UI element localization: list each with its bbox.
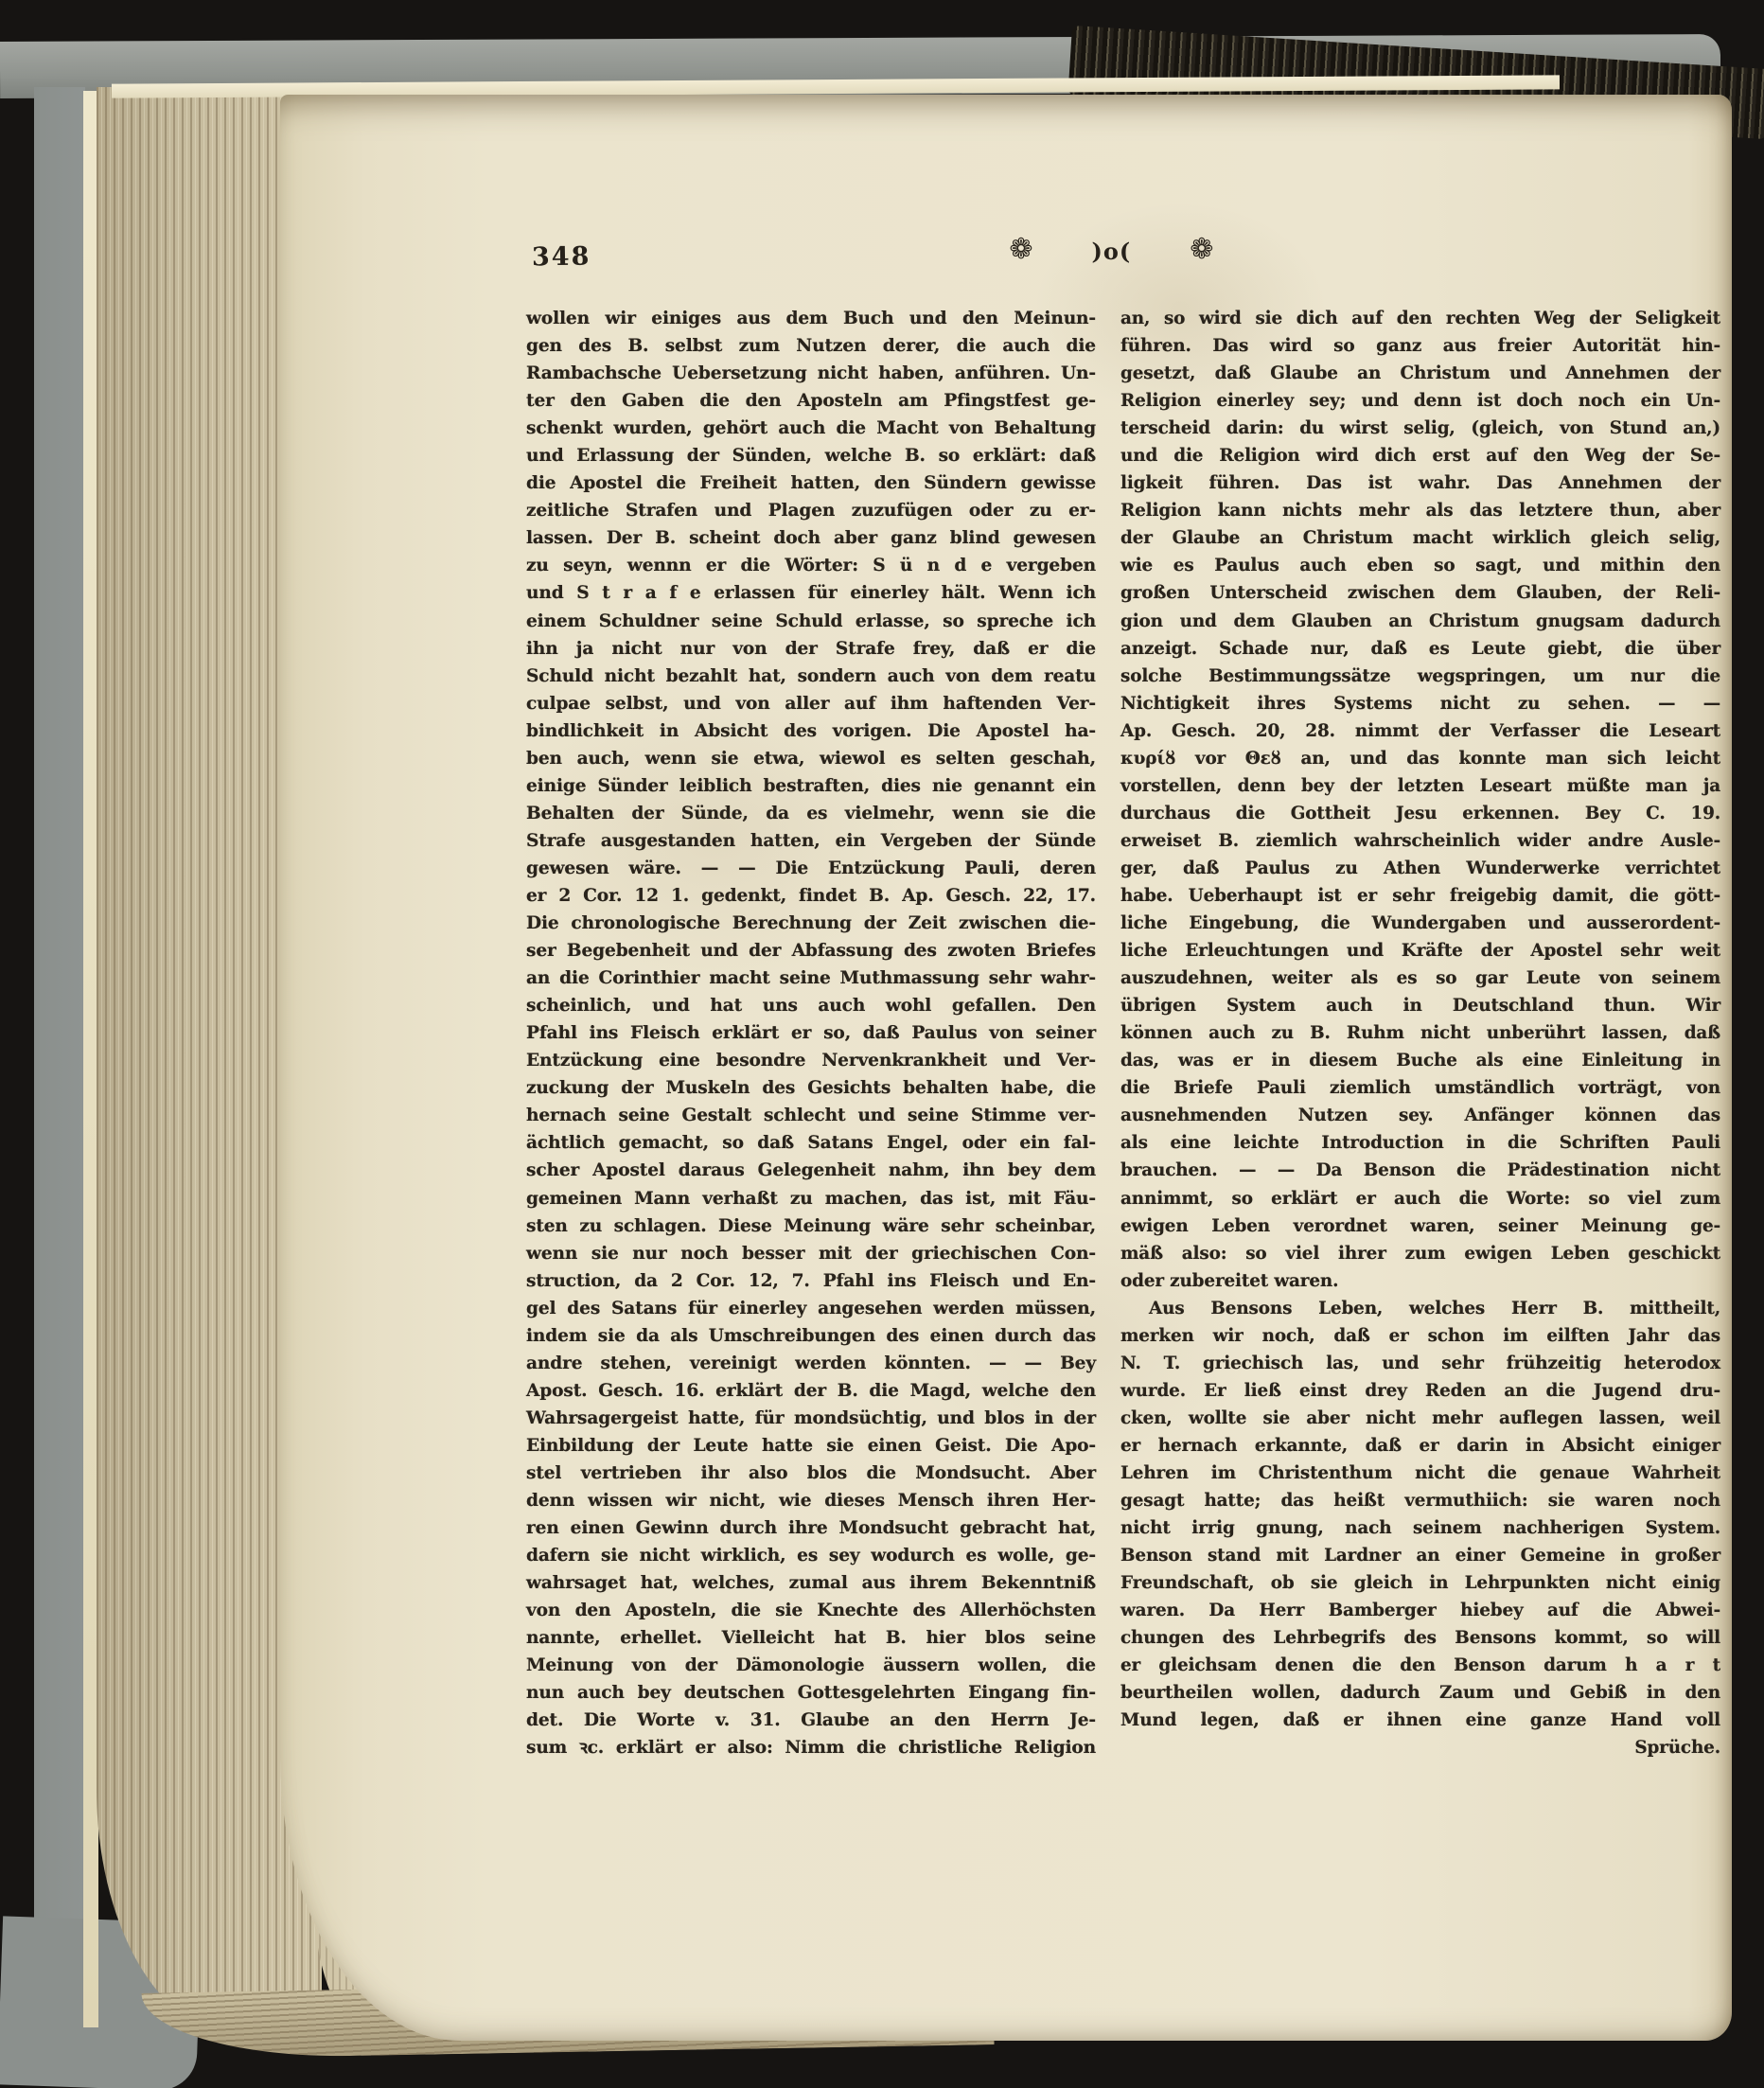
text-line: gesagt hatte; das heißt vermuthiich: sie waren noch bbox=[1120, 1490, 1720, 1512]
text-line: Schuld nicht bezahlt hat, sondern auch von dem reatu bbox=[526, 665, 1096, 686]
text-line: wie es Paulus auch eben so sagt, und mithin den bbox=[1120, 556, 1720, 576]
text-line: waren. Da Herr Bamberger hiebey auf die Abwei- bbox=[1120, 1600, 1720, 1621]
text-line: ligkeit führen. Das ist wahr. Das Annehmen der bbox=[1120, 473, 1720, 494]
text-line: an die Corinthier macht seine Muthmassung sehr wahr- bbox=[526, 967, 1096, 989]
text-line: scheinlich, und hat uns auch wohl gefallen. Den bbox=[526, 995, 1096, 1017]
text-line: andre stehen, vereinigt werden könnten. — — Bey bbox=[526, 1353, 1096, 1373]
shell-ornament-left-icon: ❁ bbox=[1009, 233, 1033, 266]
text-line: nannte, erhellet. Vielleicht hat B. hier blos seine bbox=[526, 1628, 1096, 1649]
text-line: gesetzt, daß Glaube an Christum und Annehmen der bbox=[1120, 363, 1720, 384]
text-line: Die chronologische Berechnung der Zeit zwischen die- bbox=[526, 912, 1096, 934]
text-line: solche Bestimmungssätze wegspringen, um nur die bbox=[1120, 665, 1720, 686]
text-line: gemeinen Mann verhaßt zu machen, das ist, mit Fäu- bbox=[526, 1188, 1096, 1209]
shell-ornament-right-icon: ❁ bbox=[1190, 233, 1214, 266]
text-line: auszudehnen, weiter als es so gar Leute von seinem bbox=[1120, 967, 1720, 989]
text-line: dafern sie nicht wirklich, es sey wodurch es wolle, ge- bbox=[526, 1545, 1096, 1566]
text-line: wahrsaget hat, welches, zumal aus ihrem Bekenntniß bbox=[526, 1572, 1096, 1594]
text-line: wenn sie nur noch besser mit der griechischen Con- bbox=[526, 1243, 1096, 1264]
text-line: er gleichsam denen die den Benson darum h a r t bbox=[1120, 1655, 1720, 1676]
text-line: der Glaube an Christum macht wirklich gleich selig, bbox=[1120, 528, 1720, 549]
header-ornaments bbox=[1009, 233, 1213, 267]
book-cover-left-edge bbox=[34, 87, 85, 2061]
text-line: führen. Das wird so ganz aus freier Autorität hin- bbox=[1120, 335, 1720, 357]
text-line: Ap. Gesch. 20, 28. nimmt der Verfasser die Leseart bbox=[1120, 720, 1720, 741]
text-line: gion und dem Glauben an Christum gnugsam dadurch bbox=[1120, 610, 1720, 631]
text-line: als eine leichte Introduction in die Schriften Pauli bbox=[1120, 1133, 1720, 1154]
text-line: Entzückung eine besondre Nervenkrankheit und Ver- bbox=[526, 1051, 1096, 1071]
text-line: Lehren im Christenthum nicht die genaue Wahrheit bbox=[1120, 1462, 1720, 1484]
text-line: zeitliche Strafen und Plagen zuzufügen oder zu er- bbox=[526, 501, 1096, 522]
text-line: merken wir noch, daß er schon im eilften Jahr das bbox=[1120, 1325, 1720, 1346]
text-line: ter den Gaben die den Aposteln am Pfingstfest ge- bbox=[526, 390, 1096, 412]
text-line: anzeigt. Schade nur, daß es Leute giebt, die über bbox=[1120, 638, 1720, 659]
text-line: schenkt wurden, gehört auch die Macht von Behaltung bbox=[526, 417, 1096, 439]
text-line: Freundschaft, ob sie gleich in Lehrpunkten nicht einig bbox=[1120, 1572, 1720, 1594]
text-line: habe. Ueberhaupt ist er sehr freigebig damit, die gött- bbox=[1120, 885, 1720, 907]
text-line: nicht irrig gnung, nach seinem nachherigen System. bbox=[1120, 1517, 1720, 1539]
text-line: beurtheilen wollen, dadurch Zaum und Gebiß in den bbox=[1120, 1683, 1720, 1704]
text-line: die Briefe Pauli ziemlich umständlich vorträgt, von bbox=[1120, 1078, 1720, 1099]
text-line: chungen des Lehrbegrifs des Bensons kommt, so will bbox=[1120, 1628, 1720, 1649]
text-line: ächtlich gemacht, so daß Satans Engel, oder ein fal- bbox=[526, 1133, 1096, 1154]
text-line: denn wissen wir nicht, wie dieses Mensch ihren Her- bbox=[526, 1490, 1096, 1512]
text-line: κυρίȣ vor Θεȣ an, und das konnte man sich leicht bbox=[1120, 748, 1720, 769]
text-line: bindlichkeit in Absicht des vorigen. Die Apostel ha- bbox=[526, 720, 1096, 741]
page-number: 348 bbox=[531, 241, 591, 273]
text-line: indem sie da als Umschreibungen des einen durch das bbox=[526, 1325, 1096, 1346]
header-divider: )o( bbox=[1091, 237, 1132, 265]
text-line: ben auch, wenn sie etwa, wiewol es selten geschah, bbox=[526, 748, 1096, 769]
text-line: Benson stand mit Lardner an einer Gemeine in großer bbox=[1120, 1545, 1720, 1566]
text-line: können auch zu B. Ruhm nicht unberührt lassen, daß bbox=[1120, 1023, 1720, 1044]
text-line: liche Eingebung, die Wundergaben und ausserordent- bbox=[1120, 912, 1720, 934]
text-line: struction, da 2 Cor. 12, 7. Pfahl ins Fleisch und En- bbox=[526, 1270, 1096, 1291]
text-line: oder zubereitet waren. bbox=[1120, 1270, 1339, 1291]
text-line: hernach seine Gestalt schlecht und seine Stimme ver- bbox=[526, 1106, 1096, 1126]
text-line: er hernach erkannte, daß er darin in Absicht einiger bbox=[1120, 1435, 1720, 1457]
text-line: wollen wir einiges aus dem Buch und den Meinun- bbox=[526, 308, 1096, 329]
text-line: wurde. Er ließ einst drey Reden an die Jugend dru- bbox=[1120, 1380, 1720, 1402]
text-line: Behalten der Sünde, da es vielmehr, wenn sie die bbox=[526, 803, 1096, 824]
text-line: scher Apostel daraus Gelegenheit nahm, ihn bey dem bbox=[526, 1160, 1096, 1181]
text-columns bbox=[526, 305, 1720, 1761]
text-line: an, so wird sie dich auf den rechten Weg der Seligkeit bbox=[1120, 308, 1720, 329]
text-line: durchaus die Gottheit Jesu erkennen. Bey C. 19. bbox=[1120, 803, 1720, 824]
text-line: cken, wollte sie aber nicht mehr auflegen lassen, weil bbox=[1120, 1407, 1720, 1429]
text-line: gel des Satans für einerley angesehen werden müssen, bbox=[526, 1298, 1096, 1318]
text-line: die Apostel die Freiheit hatten, den Sündern gewisse bbox=[526, 473, 1096, 494]
text-line: Nichtigkeit ihres Systems nicht zu sehen. — — bbox=[1120, 693, 1720, 714]
text-line: Religion einerley sey; und denn ist doch noch ein Un- bbox=[1120, 390, 1720, 412]
text-line: terscheid darin: du wirst selig, (gleich, von Stund an,) bbox=[1120, 417, 1720, 439]
text-line: gewesen wäre. — — Die Entzückung Pauli, deren bbox=[526, 858, 1096, 879]
text-line: Wahrsagergeist hatte, für mondsüchtig, und blos in der bbox=[526, 1407, 1096, 1429]
text-line: culpae selbst, und von aller auf ihm haftenden Ver- bbox=[526, 693, 1096, 714]
text-line: großen Unterscheid zwischen dem Glauben, der Reli- bbox=[1120, 583, 1720, 604]
text-line: stel vertrieben ihr also blos die Mondsucht. Aber bbox=[526, 1462, 1096, 1484]
text-line: das, was er in diesem Buche als eine Einleitung in bbox=[1120, 1051, 1720, 1071]
text-line: annimmt, so erklärt er auch die Worte: so viel zum bbox=[1120, 1188, 1720, 1209]
printed-content bbox=[526, 233, 1720, 1761]
text-line: erweiset B. ziemlich wahrscheinlich wider andre Ausle- bbox=[1120, 830, 1720, 852]
text-line: gen des B. selbst zum Nutzen derer, die auch die bbox=[526, 335, 1096, 357]
text-line: Rambachsche Uebersetzung nicht haben, anführen. Un- bbox=[526, 363, 1096, 384]
text-line: lassen. Der B. scheint doch aber ganz blind gewesen bbox=[526, 528, 1096, 549]
text-line: Pfahl ins Fleisch erklärt er so, daß Paulus von seiner bbox=[526, 1023, 1096, 1044]
text-line: Aus Bensons Leben, welches Herr B. mittheilt, bbox=[1149, 1298, 1720, 1318]
text-line: Einbildung der Leute hatte sie einen Geist. Die Apo- bbox=[526, 1435, 1096, 1457]
text-line: brauchen. — — Da Benson die Prädestination nicht bbox=[1120, 1160, 1720, 1181]
text-line: Meinung von der Dämonologie äussern wollen, die bbox=[526, 1655, 1096, 1676]
text-line: nun auch bey deutschen Gottesgelehrten Eingang fin- bbox=[526, 1683, 1096, 1704]
text-line: ewigen Leben verordnet waren, seiner Meinung ge- bbox=[1120, 1215, 1720, 1236]
text-line: einem Schuldner seine Schuld erlasse, so spreche ich bbox=[526, 610, 1096, 631]
text-line: von den Aposteln, die sie Knechte des Allerhöchsten bbox=[526, 1600, 1096, 1621]
text-line: liche Erleuchtungen und Kräfte der Apostel sehr weit bbox=[1120, 940, 1720, 962]
text-line: ihn ja nicht nur von der Strafe frey, daß er die bbox=[526, 638, 1096, 659]
text-line: ser Begebenheit und der Abfassung des zwoten Briefes bbox=[526, 940, 1096, 962]
text-line: vorstellen, denn bey der letzten Leseart müßte man ja bbox=[1120, 775, 1720, 797]
text-column-right bbox=[1120, 305, 1720, 1761]
text-line: ausnehmenden Nutzen sey. Anfänger können das bbox=[1120, 1106, 1720, 1126]
text-line: N. T. griechisch las, und sehr frühzeitig heterodox bbox=[1120, 1353, 1720, 1373]
text-line: und die Religion wird dich erst auf den Weg der Se- bbox=[1120, 446, 1720, 467]
text-line: Sprüche. bbox=[1634, 1738, 1720, 1759]
text-column-left bbox=[526, 305, 1096, 1761]
text-line: Mund legen, daß er ihnen eine ganze Hand voll bbox=[1120, 1710, 1720, 1731]
text-line: zu seyn, wennn er die Wörter: S ü n d e vergeben bbox=[526, 556, 1096, 576]
text-line: übrigen System auch in Deutschland thun. Wir bbox=[1120, 995, 1720, 1017]
text-line: zuckung der Muskeln des Gesichts behalten habe, die bbox=[526, 1078, 1096, 1099]
text-line: sum ꝛc. erklärt er also: Nimm die christliche Religion bbox=[526, 1738, 1096, 1759]
text-line: Apost. Gesch. 16. erklärt der B. die Magd, welche den bbox=[526, 1380, 1096, 1402]
text-line: Religion kann nichts mehr als das letztere thun, aber bbox=[1120, 501, 1720, 522]
text-line: und Erlassung der Sünden, welche B. so erklärt: daß bbox=[526, 446, 1096, 467]
text-line: det. Die Worte v. 31. Glaube an den Herrn Je- bbox=[526, 1710, 1096, 1731]
text-line: Strafe ausgestanden hatten, ein Vergeben der Sünde bbox=[526, 830, 1096, 852]
text-line: er 2 Cor. 12 1. gedenkt, findet B. Ap. Gesch. 22, 17. bbox=[526, 885, 1096, 907]
text-line: einige Sünder leiblich bestraften, dies nie genannt ein bbox=[526, 775, 1096, 797]
text-line: mäß also: so viel ihrer zum ewigen Leben geschickt bbox=[1120, 1243, 1720, 1264]
text-line: ren einen Gewinn durch ihre Mondsucht gebracht hat, bbox=[526, 1517, 1096, 1539]
page-header bbox=[526, 233, 1720, 295]
text-line: ger, daß Paulus zu Athen Wunderwerke verrichtet bbox=[1120, 858, 1720, 879]
text-line: und S t r a f e erlassen für einerley hält. Wenn ich bbox=[526, 583, 1096, 604]
text-line: sten zu schlagen. Diese Meinung wäre sehr scheinbar, bbox=[526, 1215, 1096, 1236]
